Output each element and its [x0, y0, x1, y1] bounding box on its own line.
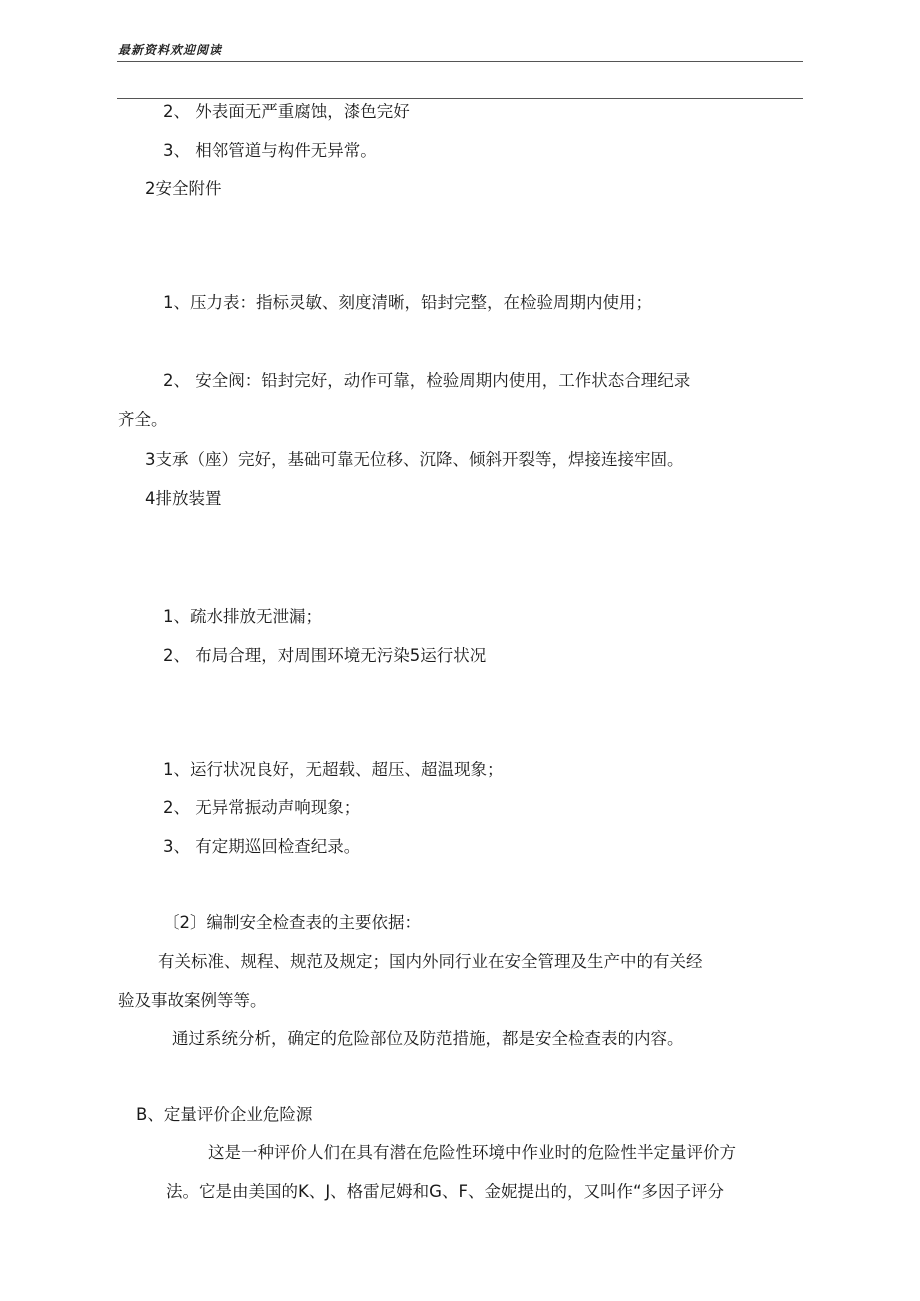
text-line: 1、运行状况良好，无超载、超压、超温现象；: [163, 760, 504, 779]
text-line: 通过系统分析，确定的危险部位及防范措施，都是安全检查表的内容。: [172, 1029, 684, 1048]
text-line: 2、 布局合理，对周围环境无污染5运行状况: [163, 646, 487, 665]
text-line: 2安全附件: [145, 179, 222, 198]
text-line: 3、 有定期巡回检查纪录。: [163, 837, 361, 856]
text-line: 1、疏水排放无泄漏；: [163, 607, 322, 626]
header-rule: [117, 61, 803, 62]
text-line: 这是一种评价人们在具有潜在危险性环境中作业时的危险性半定量评价方: [208, 1143, 736, 1162]
text-line: 有关标准、规程、规范及规定；国内外同行业在安全管理及生产中的有关经: [158, 952, 703, 971]
text-line: 3、 相邻管道与构件无异常。: [163, 141, 377, 160]
text-line: 1、压力表：指标灵敏、刻度清晰，铅封完整，在检验周期内使用；: [163, 293, 652, 312]
page-header: 最新资料欢迎阅读: [118, 43, 223, 57]
text-line: 齐全。: [118, 410, 168, 429]
section-rule: [117, 98, 803, 99]
text-line: 〔2〕编制安全检查表的主要依据：: [163, 913, 421, 932]
text-line: B、定量评价企业危险源: [136, 1105, 313, 1124]
text-line: 验及事故案例等等。: [118, 991, 267, 1010]
text-line: 2、 外表面无严重腐蚀，漆色完好: [163, 102, 410, 121]
text-line: 法。它是由美国的K、J、格雷尼姆和G、F、金妮提出的，又叫作“多因子评分: [166, 1182, 725, 1201]
text-line: 3支承（座）完好，基础可靠无位移、沉降、倾斜开裂等，焊接连接牢固。: [145, 450, 684, 469]
text-line: 2、 安全阀：铅封完好，动作可靠，检验周期内使用，工作状态合理纪录: [163, 371, 691, 390]
text-line: 2、 无异常振动声响现象；: [163, 798, 361, 817]
text-line: 4排放装置: [145, 489, 222, 508]
